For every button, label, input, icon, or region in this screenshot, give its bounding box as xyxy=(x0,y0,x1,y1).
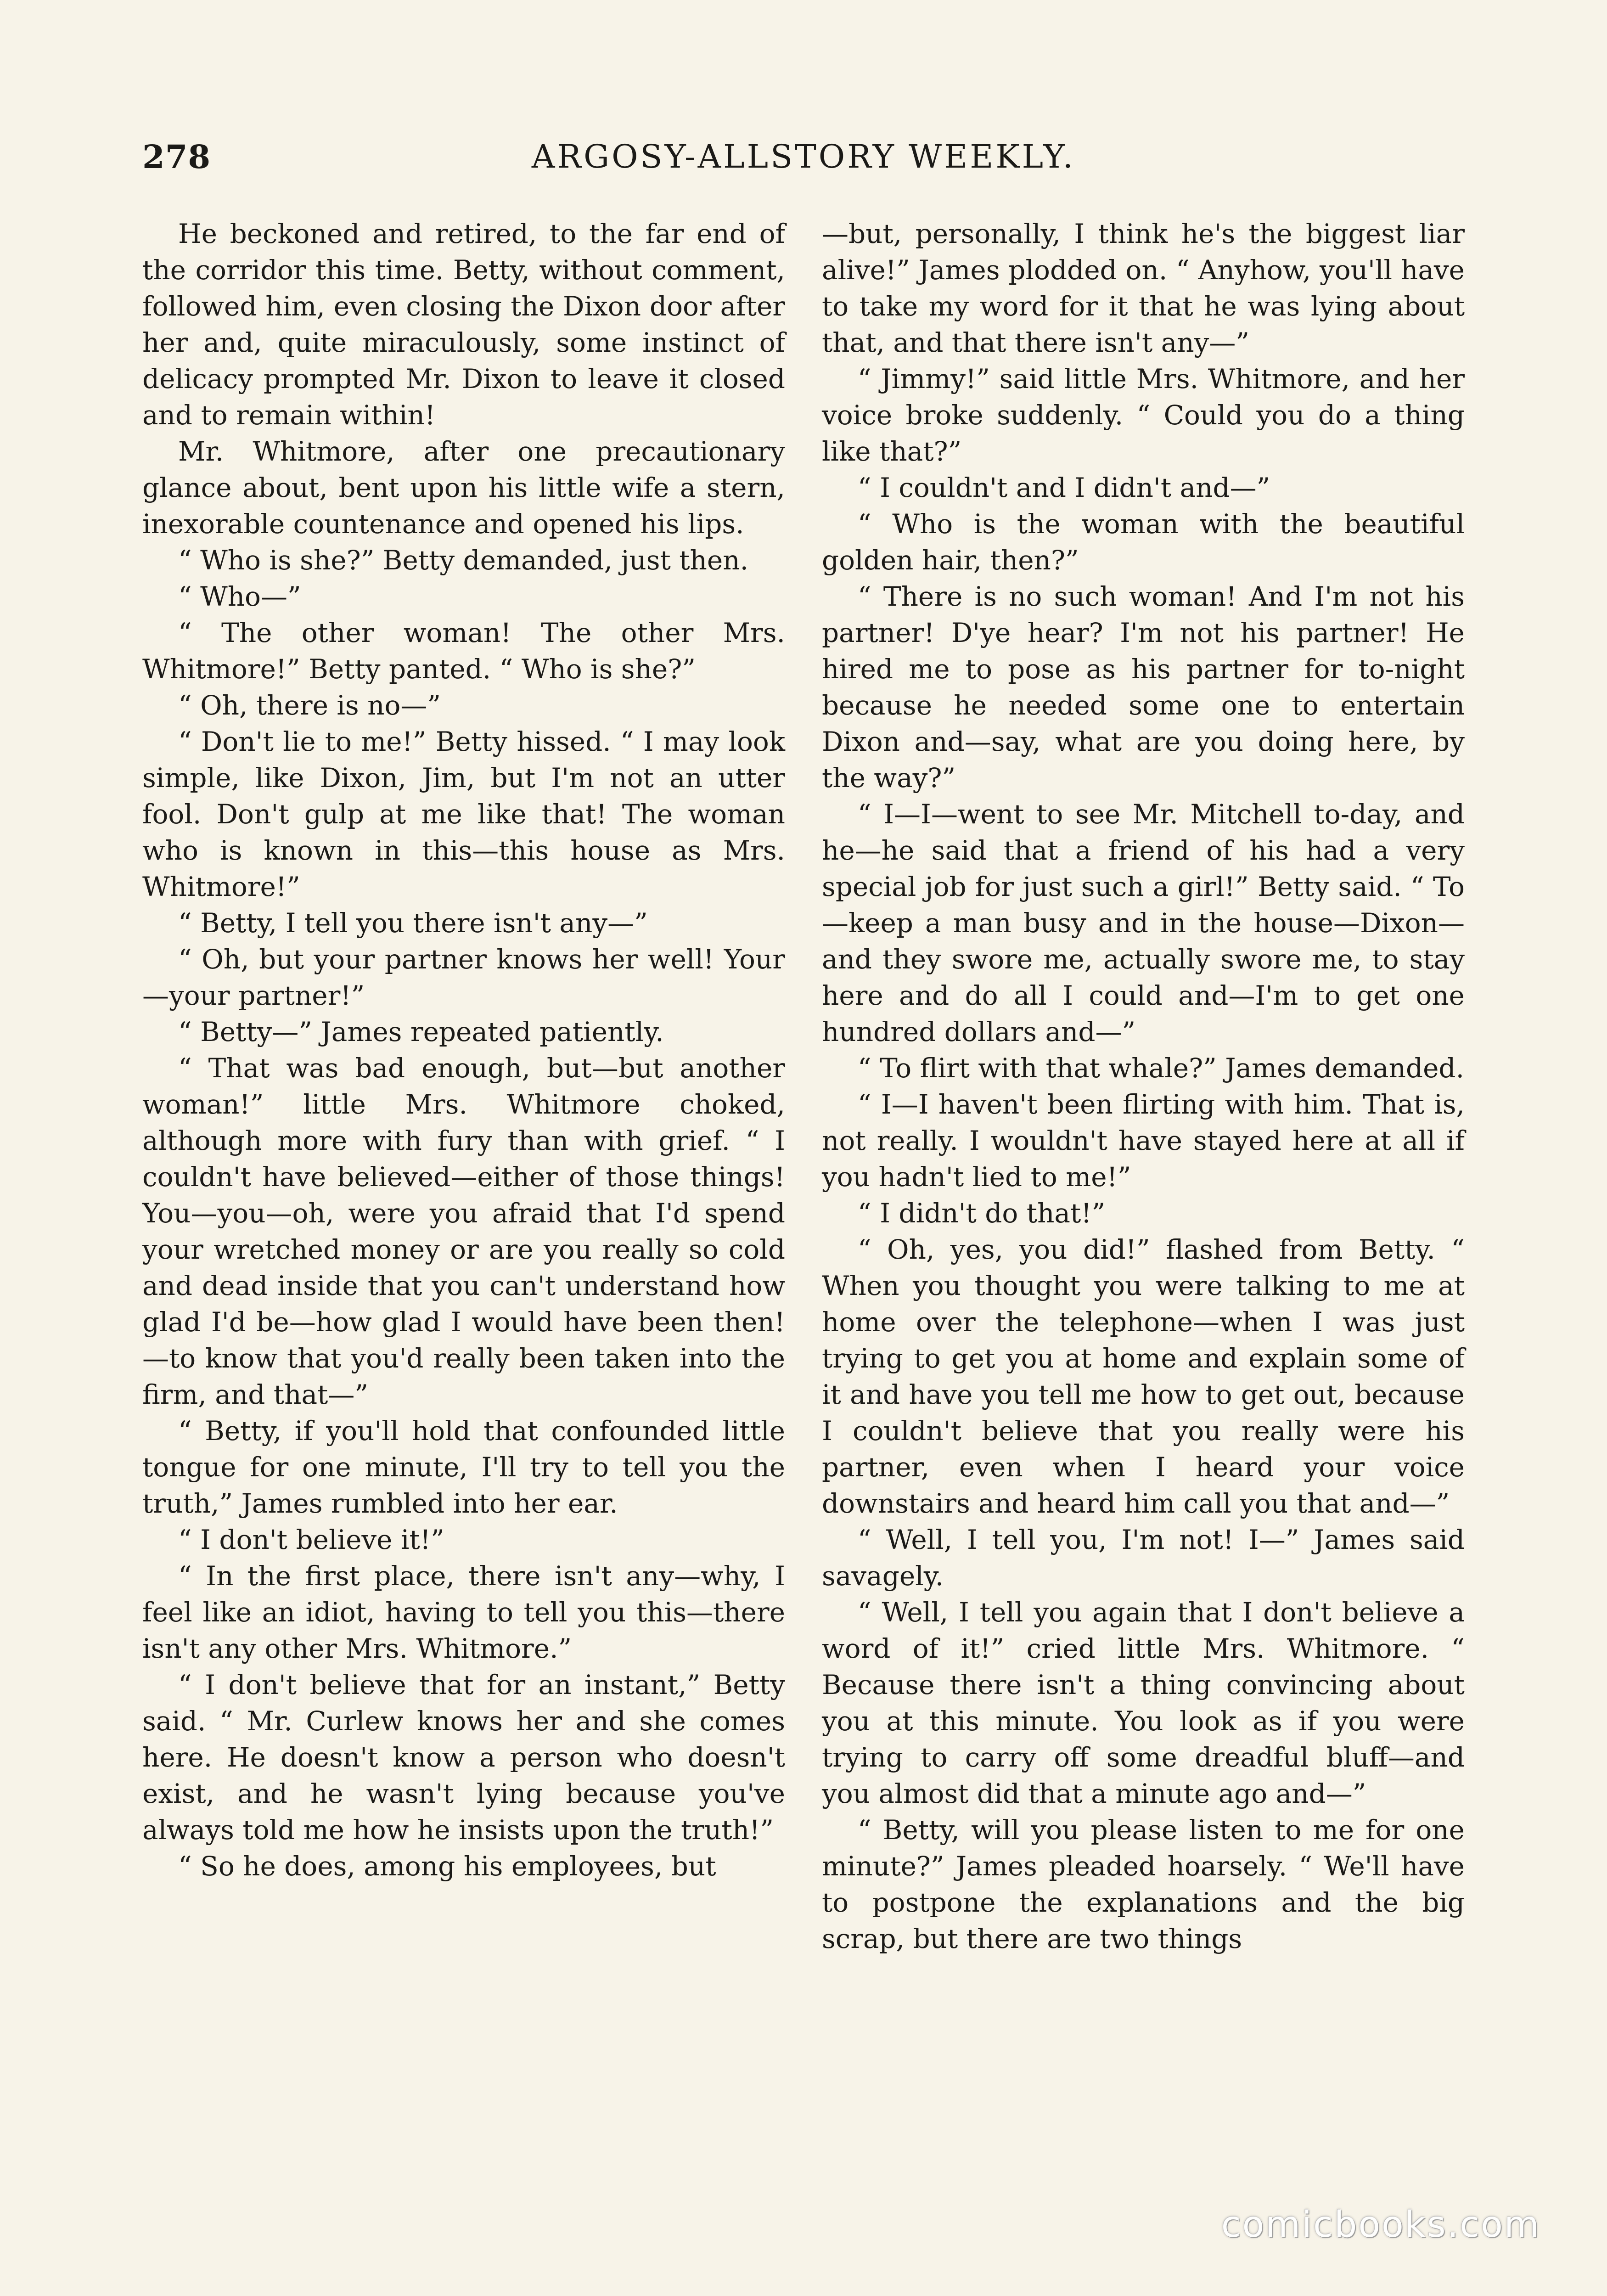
paragraph: “ The other woman! The other Mrs. Whitmore!” Betty panted. “ Who is she?” xyxy=(142,617,785,685)
paragraph: “ Oh, but your partner knows her well! Your—your partner!” xyxy=(142,944,785,1011)
paragraph: “ So he does, among his employees, but xyxy=(178,1851,716,1882)
paragraph: “ Betty, will you please listen to me for one minute?” James pleaded hoarsely. “ We'll have to postpone the explanations and the big scrap, but there are two things xyxy=(822,1814,1465,1954)
paragraph: Mr. Whitmore, after one precautionary glance about, bent upon his little wife a stern, inexorable countenance and opened his lips. xyxy=(142,436,785,540)
watermark: comicbooks.com xyxy=(1221,2204,1540,2245)
paragraph: “ I don't believe it!” xyxy=(178,1524,444,1555)
magazine-title: ARGOSY-ALLSTORY WEEKLY. xyxy=(531,138,1076,175)
paragraph: —but, personally, I think he's the biggest liar alive!” James plodded on. “ Anyhow, you'll have to take my word for it that he was lying about that, and that there isn't any—” xyxy=(822,218,1465,358)
paragraph: “ Betty, I tell you there isn't any—” xyxy=(178,907,648,939)
paragraph: “ Who is she?” Betty demanded, just then. xyxy=(178,545,749,576)
paragraph: “ I don't believe that for an instant,” Betty said. “ Mr. Curlew knows her and she comes here. He doesn't know a person who doesn't exist, and he wasn't lying because you've always told me how he insists upon the truth!” xyxy=(142,1669,785,1846)
paragraph: “ Oh, there is no—” xyxy=(178,690,441,721)
paragraph: “ Jimmy!” said little Mrs. Whitmore, and her voice broke suddenly. “ Could you do a thing like that?” xyxy=(822,363,1465,467)
paragraph: “ Betty, if you'll hold that confounded little tongue for one minute, I'll try to tell you the truth,” James rumbled into her ear. xyxy=(142,1415,785,1519)
paragraph: “ Oh, yes, you did!” flashed from Betty. “ When you thought you were talking to me at home over the telephone—when I was just trying to get you at home and explain some of it and have you tell me how to get out, because I couldn't believe that you really were his partner, even when I heard your voice downstairs and heard him call you that and—” xyxy=(822,1234,1465,1519)
paragraph: “ That was bad enough, but—but another woman!” little Mrs. Whitmore choked, although more with fury than with grief. “ I couldn't have believed—either of those things! You—you—oh, were you afraid that I'd spend your wretched money or are you really so cold and dead inside that you can't understand how glad I'd be—how glad I would have been then!—to know that you'd really been taken into the firm, and that—” xyxy=(142,1052,785,1410)
left-column xyxy=(142,216,785,1885)
paragraph: “ Who—” xyxy=(178,581,301,612)
paragraph: “ Who is the woman with the beautiful golden hair, then?” xyxy=(822,508,1465,576)
right-column xyxy=(822,216,1465,1957)
paragraph: “ Well, I tell you, I'm not! I—” James said savagely. xyxy=(822,1524,1465,1592)
page-number: 278 xyxy=(142,138,211,176)
paragraph: “ There is no such woman! And I'm not his partner! D'ye hear? I'm not his partner! He hired me to pose as his partner for to-night because he needed some one to entertain Dixon and—say, what are you doing here, by the way?” xyxy=(822,581,1465,793)
paragraph: “ Betty—” James repeated patiently. xyxy=(178,1016,664,1047)
paragraph: “ To flirt with that whale?” James demanded. xyxy=(858,1052,1465,1084)
paragraph: He beckoned and retired, to the far end of the corridor this time. Betty, without comment, followed him, even closing the Dixon door after her and, quite miraculously, some instinct of delicacy prompted Mr. Dixon to leave it closed and to remain within! xyxy=(142,218,785,431)
paragraph: “ I didn't do that!” xyxy=(858,1198,1106,1229)
page-header xyxy=(142,138,1465,193)
paragraph: “ Don't lie to me!” Betty hissed. “ I may look simple, like Dixon, Jim, but I'm not an utter fool. Don't gulp at me like that! The woman who is known in this—this house as Mrs. Whitmore!” xyxy=(142,726,785,902)
paragraph: “ I—I haven't been flirting with him. That is, not really. I wouldn't have stayed here at all if you hadn't lied to me!” xyxy=(822,1089,1465,1193)
paragraph: “ I couldn't and I didn't and—” xyxy=(858,472,1270,503)
paragraph: “ Well, I tell you again that I don't believe a word of it!” cried little Mrs. Whitmore. “ Because there isn't a thing convincing about you at this minute. You look as if you were trying to carry off some dreadful bluff—and you almost did that a minute ago and—” xyxy=(822,1597,1465,1809)
paragraph: “ I—I—went to see Mr. Mitchell to-day, and he—he said that a friend of his had a very special job for just such a girl!” Betty said. “ To—keep a man busy and in the house—Dixon—and they swore me, actually swore me, to stay here and do all I could and—I'm to get one hundred dollars and—” xyxy=(822,799,1465,1047)
paragraph: “ In the first place, there isn't any—why, I feel like an idiot, having to tell you this—there isn't any other Mrs. Whitmore.” xyxy=(142,1560,785,1664)
